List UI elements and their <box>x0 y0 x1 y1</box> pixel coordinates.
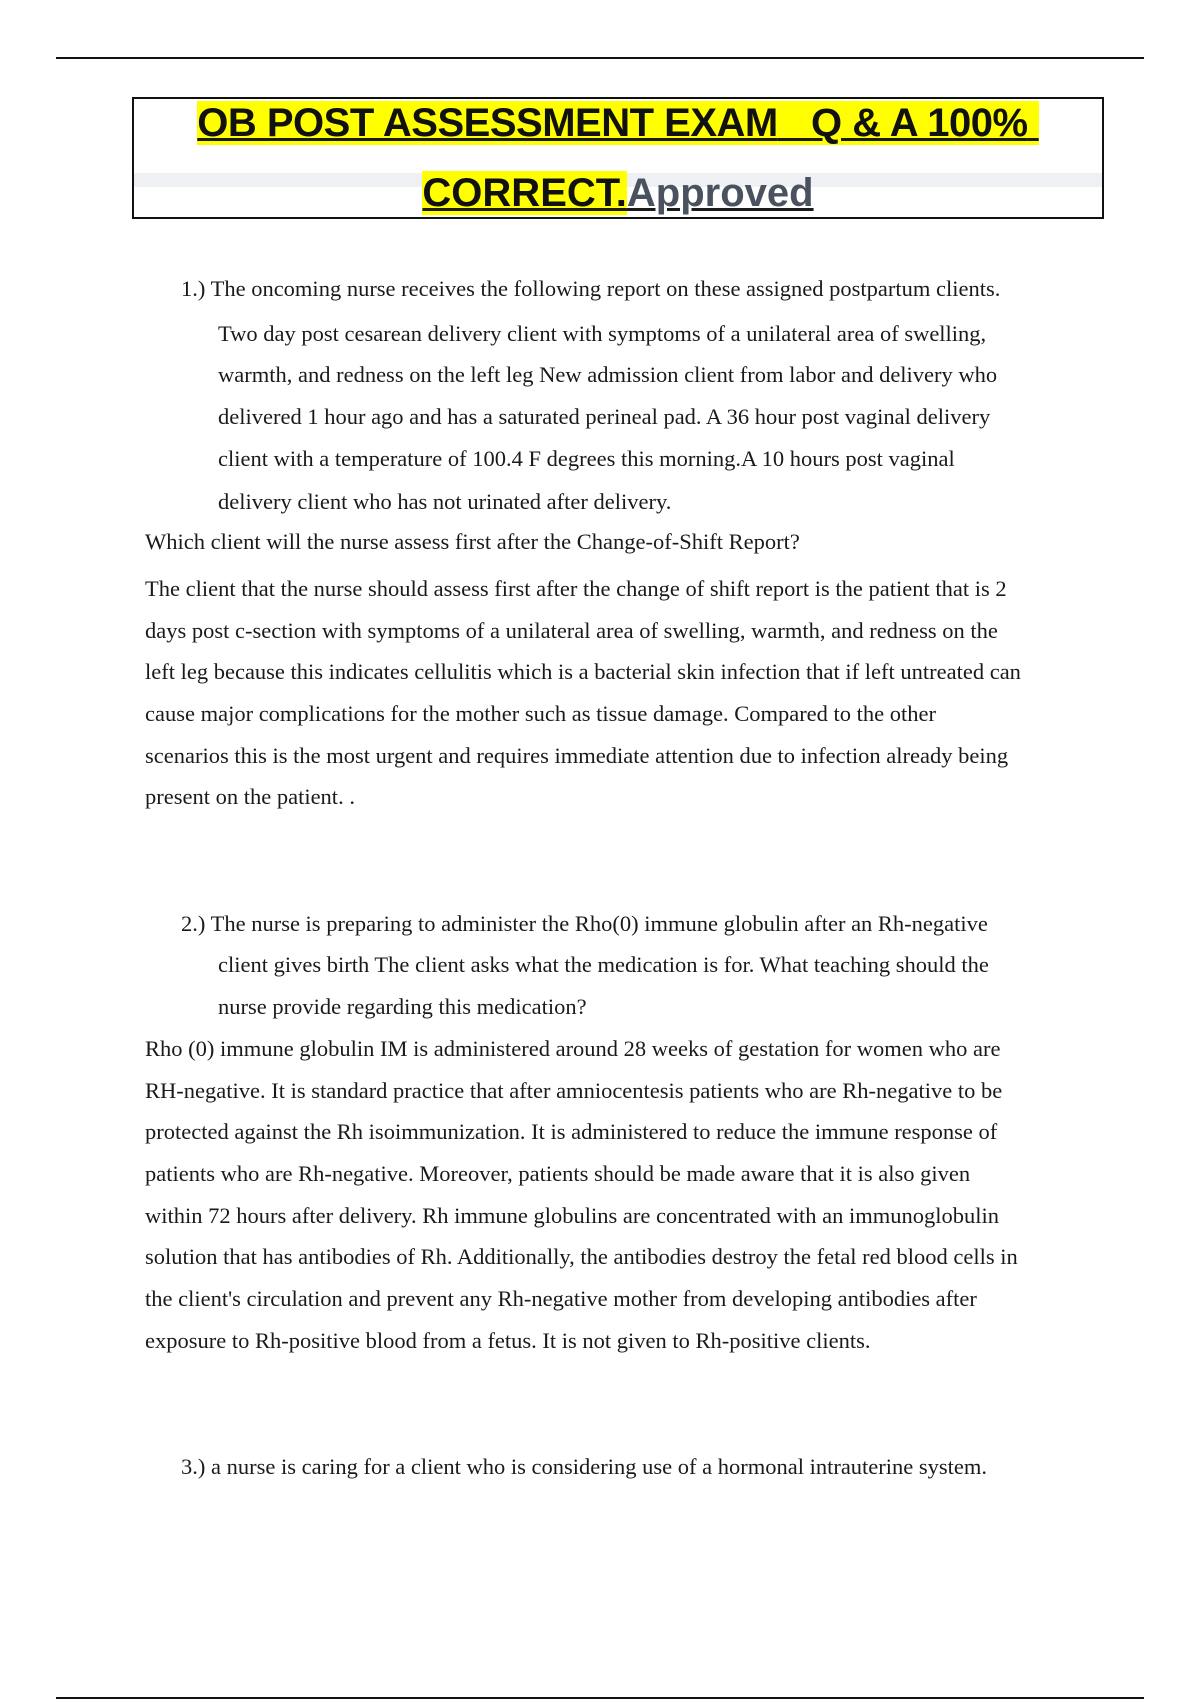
answer-1-line-1: The client that the nurse should assess first after the change of shift report is the patient that is 2 <box>145 576 1007 601</box>
question-2-line-1: 2.) The nurse is preparing to administer the Rho(0) immune globulin after an Rh-negative <box>181 911 988 936</box>
question-1-line-6: delivery client who has not urinated after delivery. <box>218 489 672 514</box>
question-3-line-1: 3.) a nurse is caring for a client who is considering use of a hormonal intrauterine system. <box>181 1454 988 1479</box>
answer-2-line-7: the client's circulation and prevent any Rh-negative mother from developing antibodies after <box>145 1286 977 1311</box>
question-1-line-1: 1.) The oncoming nurse receives the following report on these assigned postpartum clients. <box>181 276 1001 301</box>
question-2-line-3: nurse provide regarding this medication? <box>218 994 587 1019</box>
header-rule <box>56 57 1144 59</box>
question-1-prompt: Which client will the nurse assess first after the Change-of-Shift Report? <box>145 529 800 554</box>
question-1-number: 1.) <box>181 276 206 301</box>
answer-2-line-6: solution that has antibodies of Rh. Additionally, the antibodies destroy the fetal red blood cells in <box>145 1244 1018 1269</box>
answer-1-line-6: present on the patient. . <box>145 784 355 809</box>
question-1-line-5: client with a temperature of 100.4 F degrees this morning.A 10 hours post vaginal <box>218 446 955 471</box>
question-1-line-4: delivered 1 hour ago and has a saturated perineal pad. A 36 hour post vaginal delivery <box>218 404 991 429</box>
question-3-number: 3.) <box>181 1454 206 1479</box>
answer-1-line-5: scenarios this is the most urgent and requires immediate attention due to infection already being <box>145 743 1009 768</box>
title-highlight-score: Q & A 100% <box>811 101 1028 145</box>
document-title <box>132 97 1104 219</box>
answer-2-line-5: within 72 hours after delivery. Rh immune globulins are concentrated with an immunoglobulin <box>145 1203 999 1228</box>
question-1-line-2: Two day post cesarean delivery client with symptoms of a unilateral area of swelling, <box>218 321 987 346</box>
title-line-1 <box>134 99 1102 147</box>
answer-2-line-1: Rho (0) immune globulin IM is administered around 28 weeks of gestation for women who are <box>145 1036 1001 1061</box>
title-highlight-correct: CORRECT. <box>422 171 627 215</box>
title-approved: Approved <box>626 171 814 215</box>
answer-1-line-4: cause major complications for the mother such as tissue damage. Compared to the other <box>145 701 937 726</box>
title-highlight-exam: OB POST ASSESSMENT EXAM <box>197 101 778 145</box>
question-1-line-3: warmth, and redness on the left leg New admission client from labor and delivery who <box>218 362 998 387</box>
answer-2-line-2: RH-negative. It is standard practice that after amniocentesis patients who are Rh-negative to be <box>145 1078 1003 1103</box>
title-line-2 <box>134 169 1102 217</box>
answer-2-line-3: protected against the Rh isoimmunization. It is administered to reduce the immune response of <box>145 1119 998 1144</box>
question-2-number: 2.) <box>181 911 206 936</box>
question-2-line-2: client gives birth The client asks what the medication is for. What teaching should the <box>218 952 989 977</box>
answer-1-line-2: days post c-section with symptoms of a unilateral area of swelling, warmth, and redness on the <box>145 618 998 643</box>
answer-2-line-4: patients who are Rh-negative. Moreover, patients should be made aware that it is also given <box>145 1161 971 1186</box>
footer-rule <box>56 1697 1144 1699</box>
answer-2-line-8: exposure to Rh-positive blood from a fetus. It is not given to Rh-positive clients. <box>145 1328 871 1353</box>
answer-1-line-3: left leg because this indicates cellulitis which is a bacterial skin infection that if left untreated can <box>145 659 1021 684</box>
